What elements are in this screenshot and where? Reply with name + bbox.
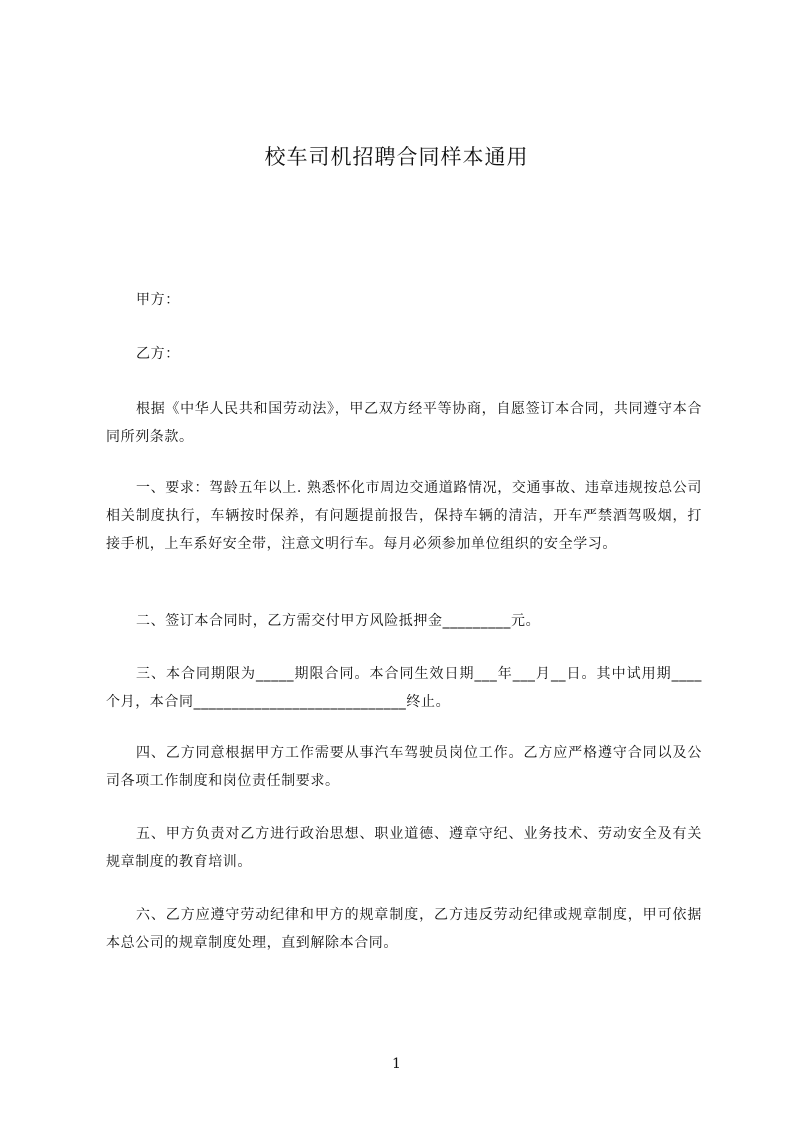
clause-5-training: 五、甲方负责对乙方进行政治思想、职业道德、遵章守纪、业务技术、劳动安全及有关规章制度的教育培训。 (106, 826, 702, 870)
clause-2-deposit: 二、签订本合同时，乙方需交付甲方风险抵押金_________元。 (136, 613, 541, 629)
clause-1-requirements: 一、要求：驾龄五年以上. 熟悉怀化市周边交通道路情况，交通事故、违章违规按总公司相关制度执行，车辆按时保养，有问题提前报告，保持车辆的清洁，开车严禁酒驾吸烟，打接手机，上车系好安全带，注意文明行车。每月必须参加单位组织的安全学习。 (106, 480, 702, 552)
clause-4-duties: 四、乙方同意根据甲方工作需要从事汽车驾驶员岗位工作。乙方应严格遵守合同以及公司各项工作制度和岗位责任制要求。 (106, 745, 702, 789)
party-a-label: 甲方： (136, 292, 180, 308)
clause-6-discipline: 六、乙方应遵守劳动纪律和甲方的规章制度，乙方违反劳动纪律或规章制度，甲可依据本总公司的规章制度处理，直到解除本合同。 (106, 907, 702, 951)
intro-paragraph: 根据《中华人民共和国劳动法》，甲乙双方经平等协商，自愿签订本合同，共同遵守本合同所列条款。 (106, 401, 702, 445)
page-number: 1 (392, 1056, 401, 1072)
party-b-label: 乙方： (136, 346, 180, 362)
page-title: 校车司机招聘合同样本通用 (264, 145, 529, 169)
clause-3-term: 三、本合同期限为_____期限合同。本合同生效日期___年___月__日。其中试用期____个月，本合同____________________________终止。 (106, 666, 702, 710)
